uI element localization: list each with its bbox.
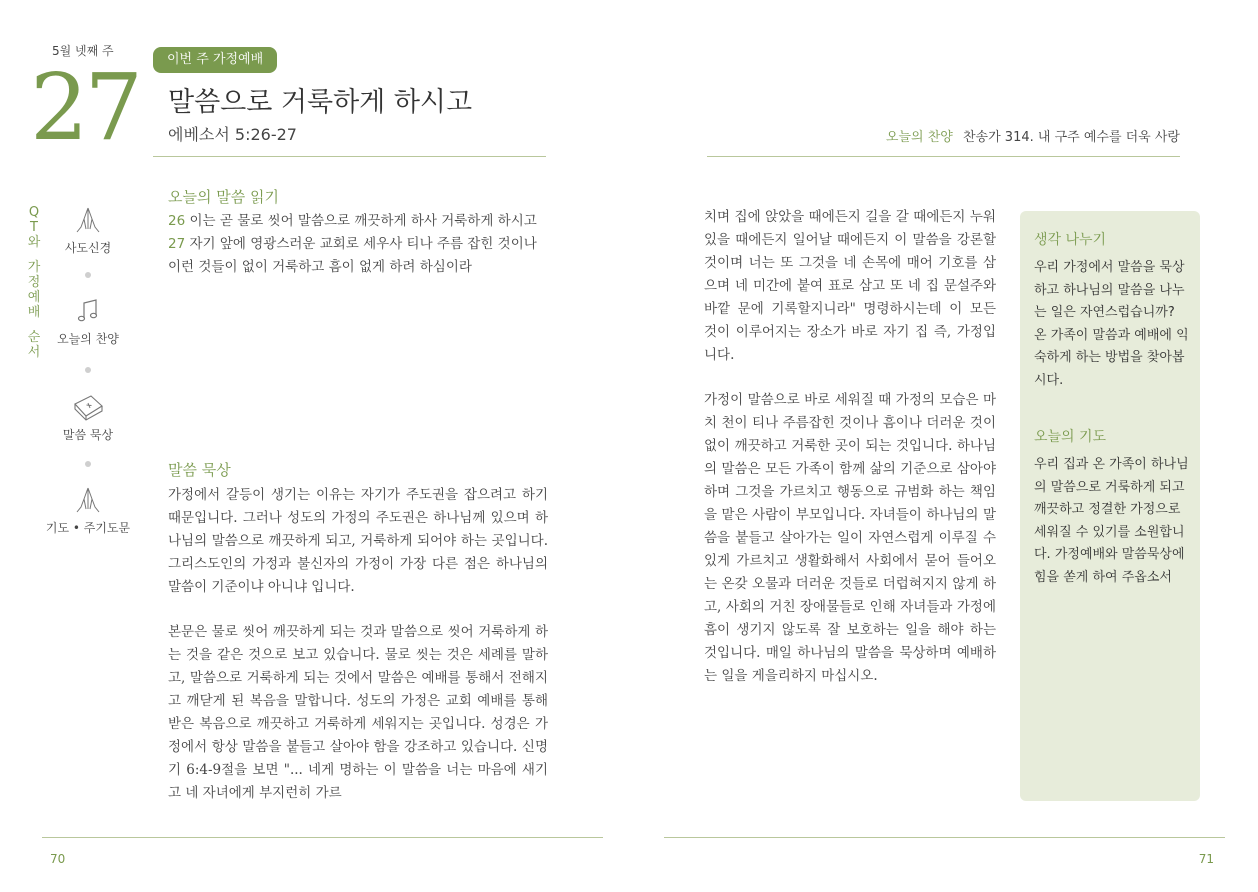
vertical-char: 배: [27, 305, 41, 320]
vertical-char: 예: [27, 290, 41, 305]
hymn-line: [886, 126, 1180, 145]
header-divider-left: [153, 156, 546, 157]
music-note-icon: [73, 296, 103, 326]
vertical-gap: [26, 250, 42, 260]
vertical-order-label: [26, 205, 42, 360]
step-hymn: [48, 296, 128, 347]
step-separator-dot: [85, 461, 91, 467]
praying-hands-icon: [73, 485, 103, 515]
vertical-char: 서: [27, 345, 41, 360]
step-label: 기도 • 주기도문: [45, 521, 131, 535]
day-number: 27: [30, 54, 140, 161]
vertical-char: 와: [27, 235, 41, 250]
prayer-text: 우리 집과 온 가족이 하나님의 말씀으로 거룩하게 되고 깨끗하고 정결한 가정으로 세워질 수 있기를 소원합니다. 가정예배와 말씀묵상에 힘을 쏟게 하여 주옵소서: [1034, 457, 1189, 585]
praying-hands-icon: [73, 205, 103, 235]
header-divider-right: [707, 156, 1180, 157]
reflection-box: [1020, 211, 1200, 801]
continuation-body: [704, 206, 996, 710]
step-separator-dot: [85, 272, 91, 278]
vertical-char: 가: [27, 260, 41, 275]
verse-number: 27: [168, 236, 186, 252]
step-meditation: [48, 392, 128, 443]
meditation-heading: 말씀 묵상: [168, 461, 231, 479]
section-badge: 이번 주 가정예배: [153, 47, 277, 73]
paragraph: 본문은 물로 씻어 깨끗하게 되는 것과 말씀으로 씻어 거룩하게 하는 것을 같은 것으로 보고 있습니다. 물로 씻는 것은 세례를 말하고, 말씀으로 거룩하게 되는 것에서 말씀은 예배를 통해서 전해지고 깨닫게 된 복음을 말합니다. 성도의 가정은 교회 예배를 통해 받은 복음으로 깨끗하고 거룩하게 세워지는 곳입니다. 성경은 가정에서 항상 말씀을 붙들고 살아야 함을 강조하고 있습니다. 신명기 6:4-9절을 보면 "... 네게 명하는 이 말씀을 너는 마음에 새기고 네 자녀에게 부지런히 가르: [168, 624, 548, 801]
bible-icon: [71, 392, 105, 422]
week-label: 5월 넷째 주: [52, 44, 114, 58]
prayer-heading: 오늘의 기도: [1034, 429, 1107, 445]
verse-list: [168, 210, 548, 279]
page-title: 말씀으로 거룩하게 하시고: [168, 87, 473, 118]
verse-number: 26: [168, 213, 186, 229]
step-separator-dot: [85, 367, 91, 373]
paragraph: 가정이 말씀으로 바로 세워질 때 가정의 모습은 마치 천이 티나 주름잡힌 것이나 흠이나 더러운 것이 없이 깨끗하고 거룩한 곳이 되는 것입니다. 하나님의 말씀은 모든 가족이 함께 삶의 기준으로 삼아야 하며 그것을 가르치고 행동으로 규범화 하는 책임을 맡은 사람이 부모입니다. 자녀들이 하나님의 말씀을 붙들고 살아가는 일이 자연스럽게 이루질 수 있게 가르치고 생활화해서 사회에서 묻어 들어오는 온갖 오물과 더러운 것들로 더럽혀지지 않게 하고, 사회의 거친 장애물들로 인해 자녀들과 가정에 흠이 생기지 않도록 잘 보호하는 일을 해야 하는 것입니다. 매일 하나님의 말씀을 묵상하며 예배하는 일을 게을리하지 마십시오.: [704, 392, 996, 684]
step-label: 오늘의 찬양: [57, 332, 119, 346]
meditation-body: [168, 484, 548, 827]
footer-divider-left: [42, 837, 603, 838]
verse: [168, 233, 548, 279]
step-prayer: [42, 485, 134, 536]
vertical-gap: [26, 320, 42, 330]
step-apostles-creed: [48, 205, 128, 256]
verse-text: 이는 곧 물로 씻어 말씀으로 깨끗하게 하사 거룩하게 하시고: [189, 213, 537, 229]
verse-text: 자기 앞에 영광스러운 교회로 세우사 티나 주름 잡힌 것이나 이런 것들이 없이 거룩하고 흠이 없게 하려 하심이라: [168, 236, 537, 275]
step-label: 사도신경: [64, 241, 112, 255]
share-text: 우리 가정에서 말씀을 묵상하고 하나님의 말씀을 나누는 일은 자연스럽습니까? 온 가족이 말씀과 예배에 익숙하게 하는 방법을 찾아봅시다.: [1034, 260, 1189, 388]
vertical-char: T: [30, 220, 38, 235]
vertical-char: 정: [27, 275, 41, 290]
vertical-char: Q: [28, 205, 40, 220]
paragraph: 가정에서 갈등이 생기는 이유는 자기가 주도권을 잡으려고 하기 때문입니다. 그러나 성도의 가정의 주도권은 하나님께 있으며 하나님의 말씀으로 깨끗하게 되고, 거룩하게 되어야 하는 곳입니다. 그리스도인의 가정과 불신자의 가정이 가장 다른 점은 하나님의 말씀이 기준이냐 아니냐 입니다.: [168, 487, 548, 595]
page-number-right: 71: [1198, 852, 1214, 866]
scripture-reference: 에베소서 5:26-27: [168, 125, 297, 144]
reading-heading: 오늘의 말씀 읽기: [168, 188, 279, 206]
paragraph: 치며 집에 앉았을 때에든지 길을 갈 때에든지 누워 있을 때에든지 일어날 때에든지 이 말씀을 강론할 것이며 너는 또 그것을 네 손목에 매어 기호를 삼으며 네 미간에 붙여 표로 삼고 또 네 집 문설주와 바깥 문에 기록할지니라" 명령하시는데 이 모든 것이 이루어지는 장소가 바로 자기 집 즉, 가정입니다.: [704, 209, 996, 363]
footer-divider-right: [664, 837, 1225, 838]
verse: [168, 210, 548, 233]
step-label: 말씀 묵상: [62, 428, 114, 442]
page-number-left: 70: [50, 852, 66, 866]
hymn-label: 오늘의 찬양: [885, 130, 953, 145]
share-heading: 생각 나누기: [1034, 232, 1107, 248]
vertical-char: 순: [27, 330, 41, 345]
hymn-title: 찬송가 314. 내 구주 예수를 더욱 사랑: [963, 130, 1180, 145]
